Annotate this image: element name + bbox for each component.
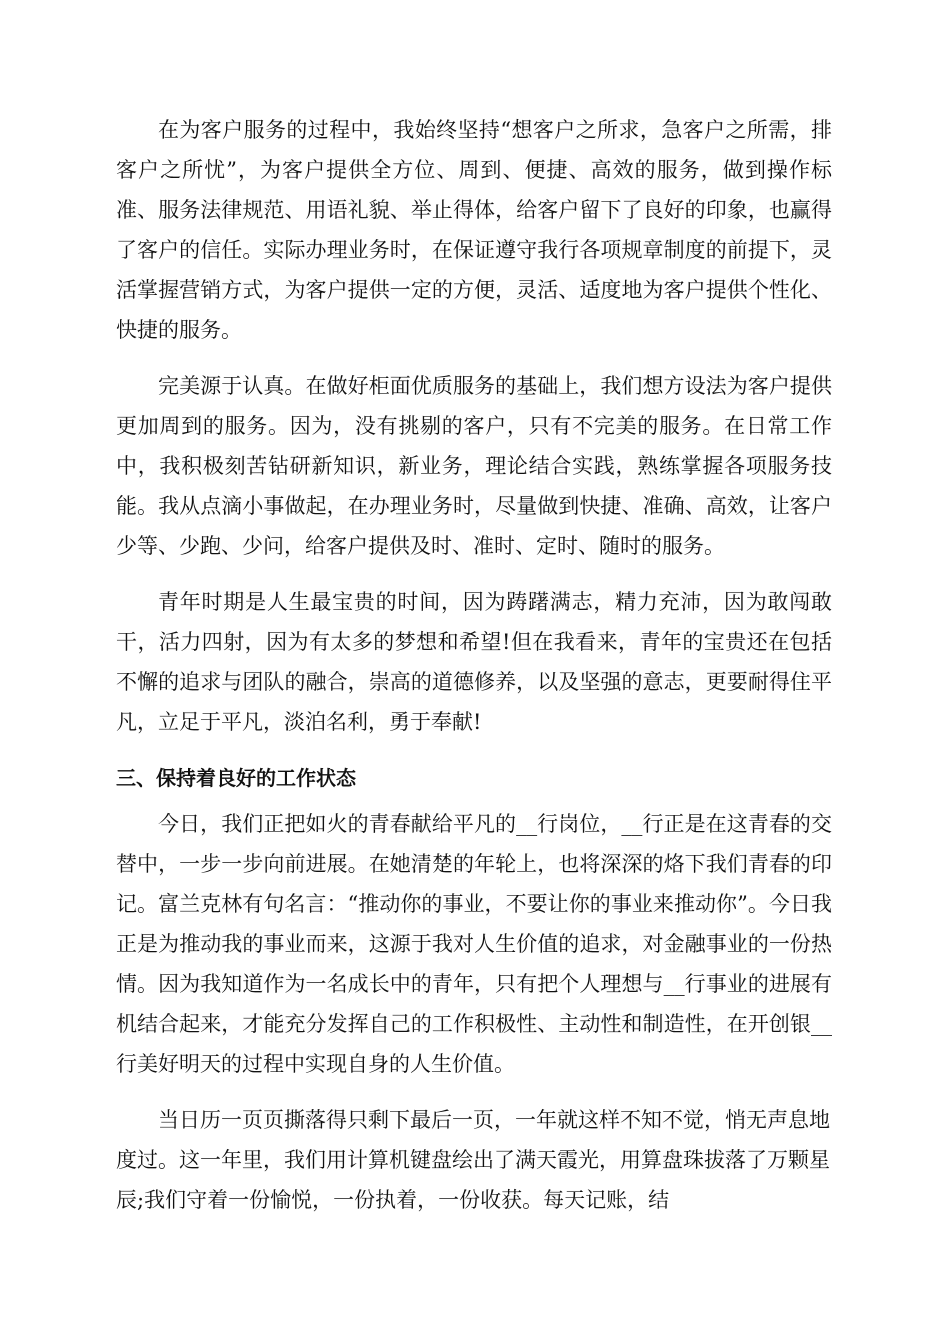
- paragraph-gap: [116, 1084, 832, 1100]
- paragraph-gap: [116, 350, 832, 366]
- paragraph-customer-service: 在为客户服务的过程中，我始终坚持“想客户之所求，急客户之所需，排客户之所忧”，为客户提供全方位、周到、便捷、高效的服务，做到操作标准、服务法律规范、用语礼貌、举止得体，给客户留下了良好的印象，也赢得了客户的信任。实际办理业务时，在保证遵守我行各项规章制度的前提下，灵活掌握营销方式，为客户提供一定的方便，灵活、适度地为客户提供个性化、快捷的服务。: [116, 118, 832, 342]
- paragraph-gap: [116, 566, 832, 582]
- paragraph-career: 今日，我们正把如火的青春献给平凡的__行岗位，__行正是在这青春的交替中，一步一步向前进展。在她清楚的年轮上，也将深深的烙下我们青春的印记。富兰克林有句名言：“推动你的事业，不要让你的事业来推动你”。今日我正是为推动我的事业而来，这源于我对人生价值的追求，对金融事业的一份热情。因为我知道作为一名成长中的青年，只有把个人理想与__行事业的进展有机结合起来，才能充分发挥自己的工作积极性、主动性和制造性，在开创银__行美好明天的过程中实现自身的人生价值。: [116, 812, 832, 1076]
- paragraph-year-end: 当日历一页页撕落得只剩下最后一页，一年就这样不知不觉，悄无声息地度过。这一年里，我们用计算机键盘绘出了满天霞光，用算盘珠拔落了万颗星辰;我们守着一份愉悦，一份执着，一份收获。每天记账，结: [116, 1108, 830, 1212]
- paragraph-gap: [116, 742, 832, 758]
- paragraph-perfection: 完美源于认真。在做好柜面优质服务的基础上，我们想方设法为客户提供更加周到的服务。因为，没有挑剔的客户，只有不完美的服务。在日常工作中，我积极刻苦钻研新知识，新业务，理论结合实践，熟练掌握各项服务技能。我从点滴小事做起，在办理业务时，尽量做到快捷、准确、高效，让客户少等、少跑、少问，给客户提供及时、准时、定时、随时的服务。: [116, 374, 832, 558]
- section-heading: 三、保持着良好的工作状态: [116, 766, 356, 790]
- document-page: [116, 110, 832, 1220]
- paragraph-youth: 青年时期是人生最宝贵的时间，因为踌躇满志，精力充沛，因为敢闯敢干，活力四射，因为有太多的梦想和希望!但在我看来，青年的宝贵还在包括不懈的追求与团队的融合，崇高的道德修养，以及坚强的意志，更要耐得住平凡，立足于平凡，淡泊名利，勇于奉献!: [116, 590, 832, 734]
